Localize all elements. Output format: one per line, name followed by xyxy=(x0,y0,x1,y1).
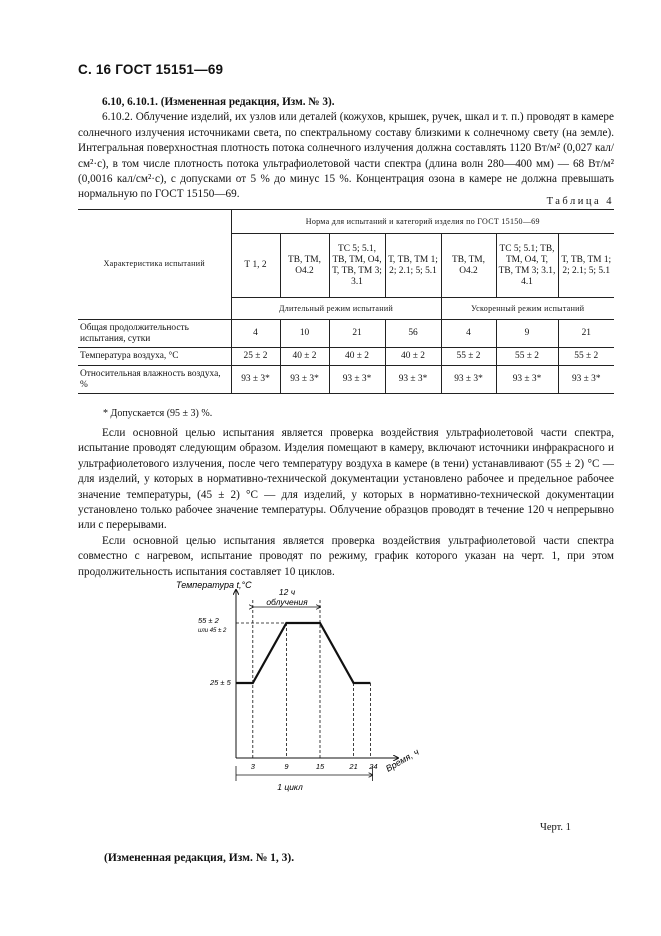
table-cell: 93 ± 3* xyxy=(385,366,441,394)
y-tick-high-alt: или 45 ± 2 xyxy=(198,628,227,634)
footnote: * Допускается (95 ± 3) %. xyxy=(103,408,213,419)
x-axis-label: Время, ч xyxy=(384,746,421,774)
col-header: ТВ, ТМ, О4.2 xyxy=(441,234,496,298)
table-cell: 40 ± 2 xyxy=(280,348,329,366)
table-cell: 4 xyxy=(441,320,496,348)
table-cell: 25 ± 2 xyxy=(231,348,280,366)
annotation-cycle: 1 цикл xyxy=(277,782,303,792)
table-cell: 56 xyxy=(385,320,441,348)
col-header: Т, ТВ, ТМ 1; 2; 2.1; 5; 5.1 xyxy=(385,234,441,298)
table-cell: 93 ± 3* xyxy=(329,366,385,394)
table-cell: 4 xyxy=(231,320,280,348)
col-header: ТС 5; 5.1; ТВ, ТМ, О4, Т, ТВ, ТМ 3; 3.1, 4.1 xyxy=(496,234,558,298)
table-cell: 93 ± 3* xyxy=(558,366,614,394)
table-cell: 40 ± 2 xyxy=(329,348,385,366)
x-tick-label: 15 xyxy=(315,762,325,771)
y-tick-high: 55 ± 2 xyxy=(198,616,219,625)
table-cell: 55 ± 2 xyxy=(558,348,614,366)
row-label: Относительная влажность воздуха, % xyxy=(78,366,231,394)
revision-note: (Измененная редакция, Изм. № 1, 3). xyxy=(104,852,295,864)
table-cell: 21 xyxy=(558,320,614,348)
annotation-irradiation: 12 ч облучения xyxy=(266,587,308,607)
x-tick-label: 3 xyxy=(250,762,255,771)
col-header: Т 1, 2 xyxy=(231,234,280,298)
col-header: ТС 5; 5.1, ТВ, ТМ, О4, Т, ТВ, ТМ 3; 3.1 xyxy=(329,234,385,298)
page-header: С. 16 ГОСТ 15151—69 xyxy=(78,62,224,77)
table-cell: 9 xyxy=(496,320,558,348)
col-header: ТВ, ТМ, О4.2 xyxy=(280,234,329,298)
row-label: Температура воздуха, °С xyxy=(78,348,231,366)
series-line xyxy=(236,623,370,683)
x-tick-label: 24 xyxy=(369,762,378,771)
text-block-uv xyxy=(78,426,614,580)
table-cell: 93 ± 3* xyxy=(496,366,558,394)
figure-1-chart xyxy=(170,576,440,808)
col-header: Т, ТВ, ТМ 1; 2; 2.1; 5; 5.1 xyxy=(558,234,614,298)
y-axis-label: Температура t,°С xyxy=(176,580,252,590)
table-cell: 93 ± 3* xyxy=(441,366,496,394)
table-4 xyxy=(78,209,614,394)
mode-fast: Ускоренный режим испытаний xyxy=(441,298,614,320)
x-tick-label: 21 xyxy=(349,762,358,771)
mode-long: Длительный режим испытаний xyxy=(231,298,441,320)
table-caption: Таблица 4 xyxy=(546,196,614,207)
table-cell: 55 ± 2 xyxy=(496,348,558,366)
group-header: Норма для испытаний и категорий изделия по ГОСТ 15150—69 xyxy=(231,210,614,234)
y-tick-low: 25 ± 5 xyxy=(210,678,231,687)
section-heading: 6.10, 6.10.1. (Измененная редакция, Изм. № 3). xyxy=(102,96,335,108)
table-cell: 93 ± 3* xyxy=(280,366,329,394)
x-tick-label: 9 xyxy=(284,762,289,771)
table-cell: 10 xyxy=(280,320,329,348)
text-block-6-10 xyxy=(78,95,614,203)
paragraph-uv: Если основной целью испытания является проверка воздействия ультрафиолетовой части спектра, испытание проводят следующим образом. Изделия помещают в камеру, включают источники инфракрасного и ультрафиолетового излучения, после чего температуру воздуха в камере (в тени) устанавливают (55 ± 2) °С — для изделий, у которых в нормативно-технической документации установлено рабочее и предельное рабочее значение температуры, (45 ± 2) °С — для изделий, у которых в нормативно-технической документации установлено только рабочее значение температуры. Облучение образцов проводят в течение 120 ч непрерывно или с перерывами. xyxy=(78,427,614,532)
table-cell: 55 ± 2 xyxy=(441,348,496,366)
row-label: Общая продолжительность испытания, сутки xyxy=(78,320,231,348)
table-cell: 93 ± 3* xyxy=(231,366,280,394)
table-cell: 40 ± 2 xyxy=(385,348,441,366)
row-header: Характеристика испытаний xyxy=(78,210,231,320)
table-cell: 21 xyxy=(329,320,385,348)
paragraph-6-10-2: 6.10.2. Облучение изделий, их узлов или деталей (кожухов, крышек, ручек, шкал и т. п.) проводят в камере солнечного излучения источниками света, по спектральному составу близкими к солнечному свету (на земле). Интегральная поверхностная плотность потока солнечного излучения должна составлять 1120 Вт/м² (0,027 кал/см²·с), в том числе плотность потока ультрафиолетовой части спектра (длина волн 280—400 мм) — 68 Вт/м² (0,0016 кал/см²·с), с допусками от 5 % до минус 15 %. Концентрация озона в камере не должна превышать нормальную по ГОСТ 15150—69. xyxy=(78,111,614,201)
paragraph-heat: Если основной целью испытания является проверка воздействия ультрафиолетовой части спектра совместно с нагревом, испытание проводят по режиму, график которого указан на черт. 1, при этом продолжительность испытания составляет 10 циклов. xyxy=(78,534,614,578)
figure-caption: Черт. 1 xyxy=(540,822,571,833)
